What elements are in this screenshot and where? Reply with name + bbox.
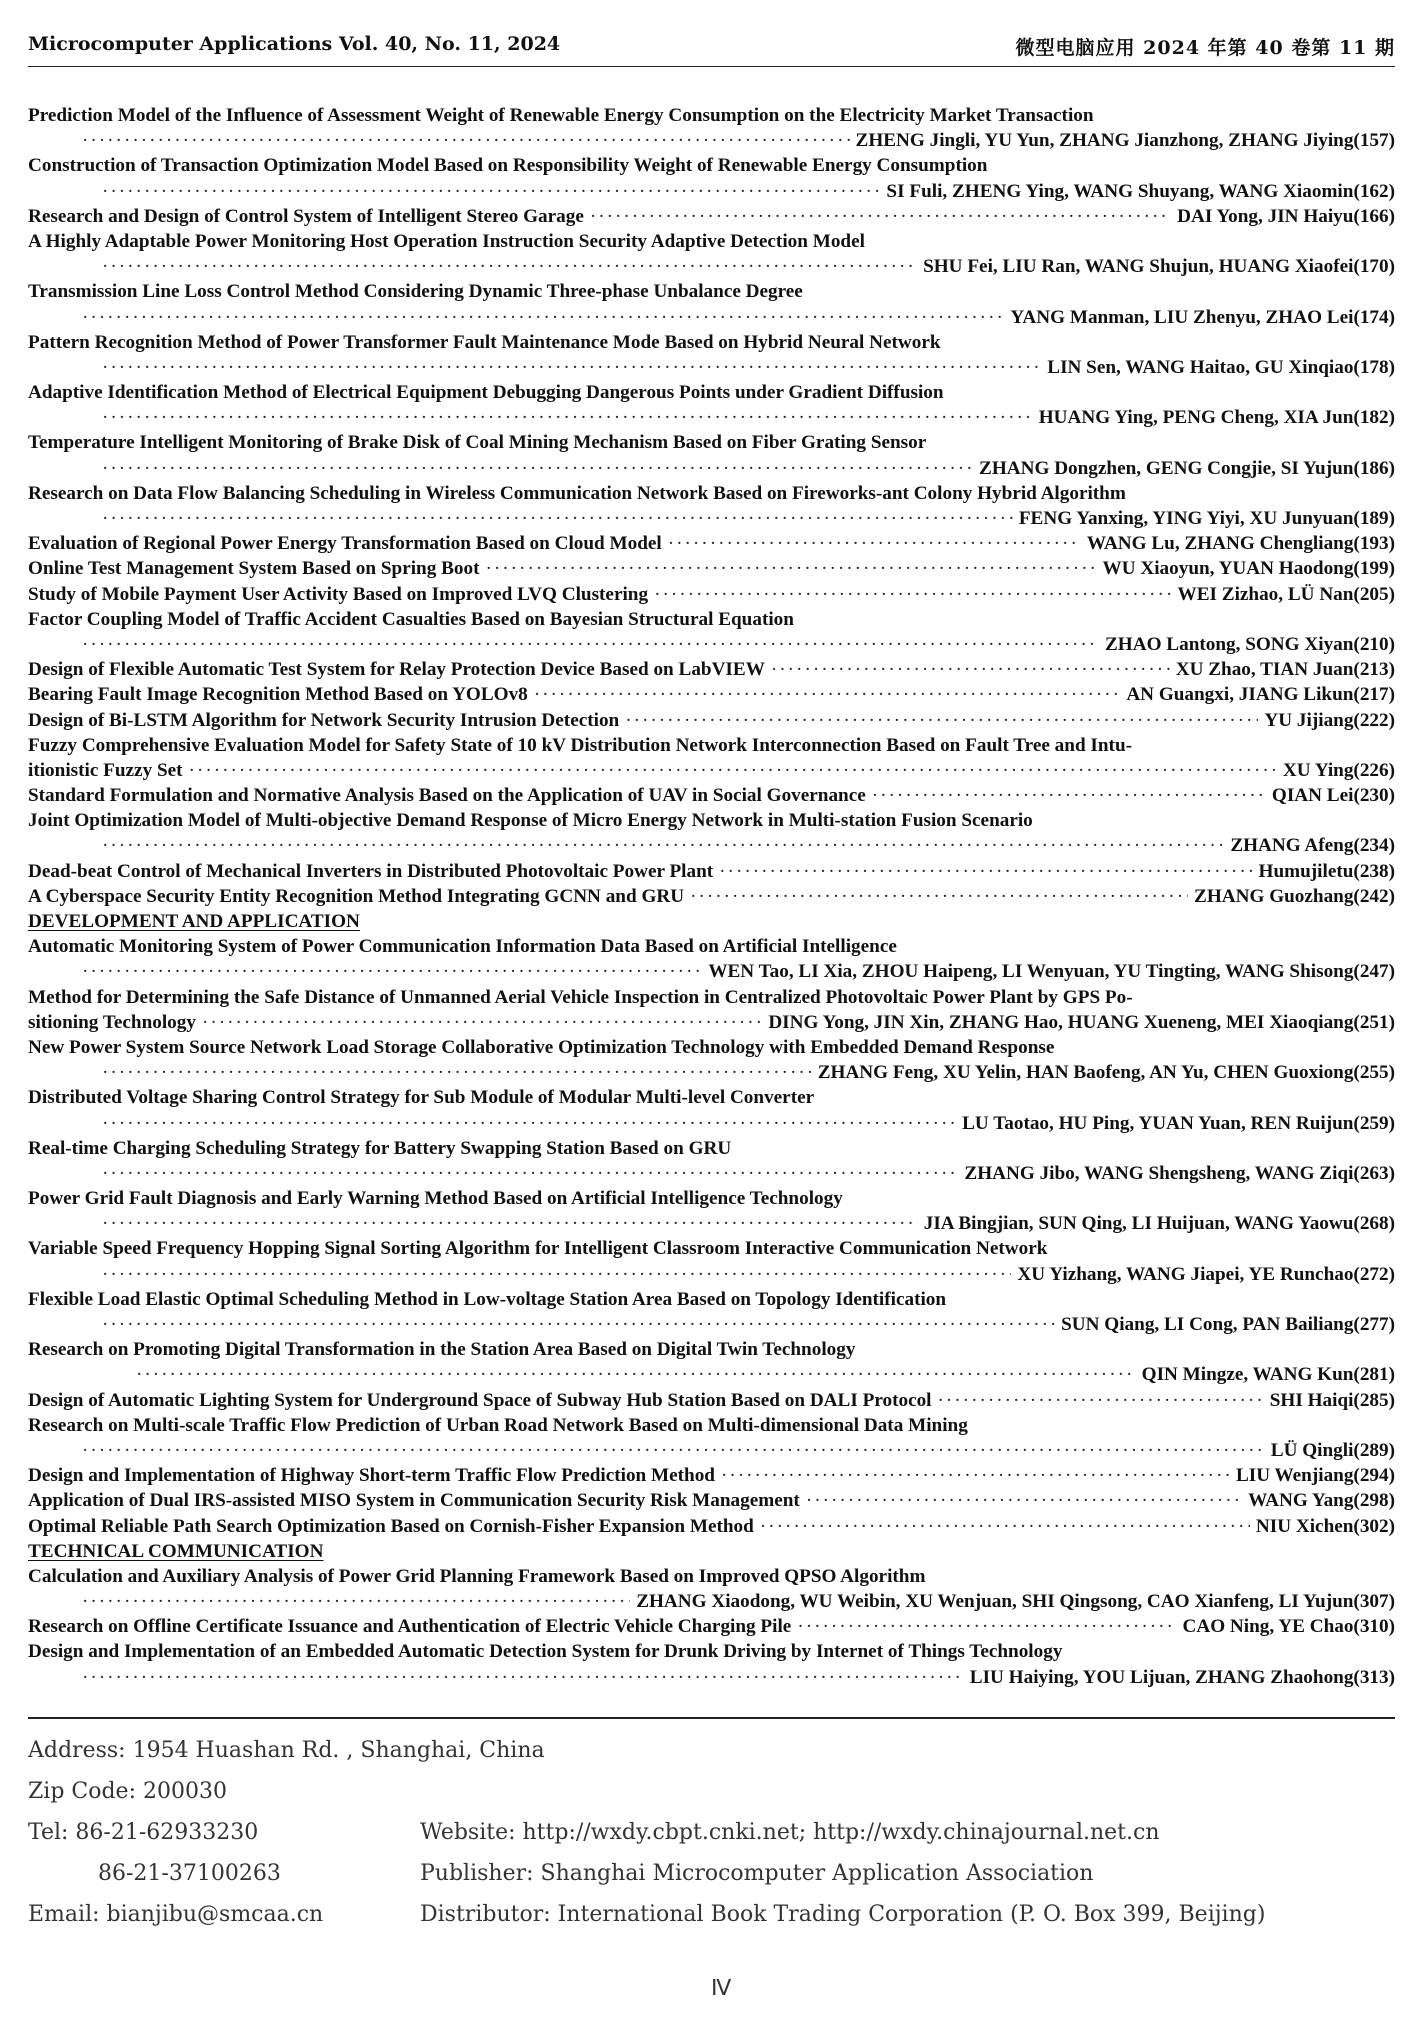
toc-entry-authors-row (28, 405, 1395, 430)
toc-entry (28, 1236, 1395, 1261)
toc-entry-authors-row (28, 632, 1395, 657)
entry-title-continued: sitioning Technology (28, 1011, 196, 1033)
entry-authors-page: YANG Manman, LIU Zhenyu, ZHAO Lei(174) (1010, 306, 1395, 328)
dot-leader (102, 179, 880, 204)
toc-entry-authors-row (28, 128, 1395, 153)
entry-title: Construction of Transaction Optimization Model Based on Responsibility Weight of Renewable Energy Consumption (28, 155, 988, 177)
entry-title: Research on Promoting Digital Transformation in the Station Area Based on Digital Twin Technology (28, 1339, 856, 1361)
dot-leader (82, 1438, 1265, 1463)
entry-title: Application of Dual IRS-assisted MISO System in Communication Security Risk Management (28, 1490, 800, 1512)
dot-leader (82, 128, 850, 153)
toc-entry (28, 1413, 1395, 1438)
dot-leader (102, 456, 973, 481)
contact-tel: Tel: 86-21-62933230 (28, 1820, 259, 1845)
entry-title: Study of Mobile Payment User Activity Based on Improved LVQ Clustering (28, 583, 649, 605)
toc-entry-authors-row (28, 254, 1395, 279)
toc-entry (28, 607, 1395, 632)
entry-title: Research on Multi-scale Traffic Flow Prediction of Urban Road Network Based on Multi-dimensional Data Mining (28, 1414, 968, 1436)
toc-entry (28, 582, 1395, 607)
dot-leader (202, 1010, 762, 1035)
dot-leader (82, 1665, 964, 1690)
toc-entry-continued (28, 758, 1395, 783)
toc-entry (28, 481, 1395, 506)
entry-title: New Power System Source Network Load Storage Collaborative Optimization Technology with Embedded Demand Response (28, 1036, 1055, 1058)
entry-title: Design of Flexible Automatic Test System for Relay Protection Device Based on LabVIEW (28, 659, 765, 681)
dot-leader (771, 657, 1170, 682)
dot-leader (102, 405, 1033, 430)
toc-entry-authors-row (28, 1262, 1395, 1287)
dot-leader (486, 556, 1097, 581)
toc-entry-authors-row (28, 305, 1395, 330)
dot-leader (82, 305, 1004, 330)
entry-title: Real-time Charging Scheduling Strategy for Battery Swapping Station Based on GRU (28, 1137, 732, 1159)
toc-entry (28, 279, 1395, 304)
footer-divider (28, 1717, 1395, 1719)
toc-entry (28, 733, 1395, 758)
toc-entry-authors-row (28, 1060, 1395, 1085)
toc-entry-continued (28, 1010, 1395, 1035)
toc-entry (28, 556, 1395, 581)
toc-entry (28, 708, 1395, 733)
entry-title: Optimal Reliable Path Search Optimization Based on Cornish-Fisher Expansion Method (28, 1515, 754, 1537)
contact-distributor: Distributor: International Book Trading Corporation (P. O. Box 399, Beijing) (420, 1902, 1266, 1927)
entry-authors-page: SHU Fei, LIU Ran, WANG Shujun, HUANG Xiaofei(170) (923, 256, 1395, 278)
entry-authors-page: WU Xiaoyun, YUAN Haodong(199) (1102, 558, 1395, 580)
toc-entry (28, 1388, 1395, 1413)
entry-title: Research on Data Flow Balancing Scheduling in Wireless Communication Network Based on Fireworks-ant Colony Hybrid Algorithm (28, 482, 1126, 504)
entry-title: Evaluation of Regional Power Energy Transformation Based on Cloud Model (28, 533, 662, 555)
entry-title: Research and Design of Control System of Intelligent Stereo Garage (28, 205, 584, 227)
toc-entry (28, 1639, 1395, 1664)
toc-entry (28, 657, 1395, 682)
entry-authors-page: WEI Zizhao, LÜ Nan(205) (1177, 583, 1395, 605)
section-heading: TECHNICAL COMMUNICATION (28, 1540, 324, 1562)
entry-authors-page: NIU Xichen(302) (1255, 1515, 1395, 1537)
entry-authors-page: Humujiletu(238) (1258, 860, 1395, 882)
entry-authors-page: QIN Mingze, WANG Kun(281) (1141, 1364, 1395, 1386)
entry-authors-page: ZHANG Feng, XU Yelin, HAN Baofeng, AN Yu, CHEN Guoxiong(255) (817, 1062, 1395, 1084)
toc-entry (28, 808, 1395, 833)
dot-leader (82, 1589, 630, 1614)
entry-title: Design of Bi-LSTM Algorithm for Network Security Intrusion Detection (28, 709, 620, 731)
entry-authors-page: ZHANG Jibo, WANG Shengsheng, WANG Ziqi(263) (964, 1162, 1395, 1184)
dot-leader (721, 1463, 1230, 1488)
toc-entry-authors-row (28, 1665, 1395, 1690)
dot-leader (668, 531, 1081, 556)
toc-entry (28, 985, 1395, 1010)
entry-title: Design of Automatic Lighting System for Underground Space of Subway Hub Station Based on DALI Protocol (28, 1389, 932, 1411)
toc-entry (28, 153, 1395, 178)
entry-title: Method for Determining the Safe Distance of Unmanned Aerial Vehicle Inspection in Centralized Photovoltaic Power Plant by GPS Po- (28, 986, 1133, 1008)
entry-authors-page: QIAN Lei(230) (1271, 785, 1395, 807)
entry-authors-page: FENG Yanxing, YING Yiyi, XU Junyuan(189) (1018, 508, 1395, 529)
entry-title: Pattern Recognition Method of Power Transformer Fault Maintenance Mode Based on Hybrid Neural Network (28, 331, 941, 353)
dot-leader (102, 833, 1224, 858)
dot-leader (82, 632, 1099, 657)
entry-title: Factor Coupling Model of Traffic Accident Casualties Based on Bayesian Structural Equation (28, 608, 794, 630)
entry-authors-page: ZHANG Dongzhen, GENG Congjie, SI Yujun(186) (979, 457, 1395, 479)
toc-entry (28, 531, 1395, 556)
entry-authors-page: LIN Sen, WANG Haitao, GU Xinqiao(178) (1047, 356, 1395, 378)
dot-leader (102, 1111, 956, 1136)
dot-leader (102, 355, 1041, 380)
dot-leader (690, 884, 1188, 909)
entry-authors-page: WANG Yang(298) (1248, 1490, 1395, 1512)
contact-zip: Zip Code: 200030 (28, 1779, 227, 1804)
entry-authors-page: JIA Bingjian, SUN Qing, LI Huijuan, WANG Yaowu(268) (923, 1213, 1395, 1235)
header-journal-title: Microcomputer Applications Vol. 40, No. 11, 2024 (28, 33, 561, 55)
dot-leader (102, 254, 917, 279)
entry-title: Joint Optimization Model of Multi-objective Demand Response of Micro Energy Network in Multi-station Fusion Scenario (28, 810, 1033, 832)
toc-entry (28, 1488, 1395, 1513)
contact-publisher: Publisher: Shanghai Microcomputer Application Association (420, 1861, 1094, 1886)
contact-address: Address: 1954 Huashan Rd. , Shanghai, China (28, 1738, 545, 1763)
toc-entry-authors-row (28, 1161, 1395, 1186)
dot-leader (189, 758, 1277, 783)
entry-title: Fuzzy Comprehensive Evaluation Model for Safety State of 10 kV Distribution Network Interconnection Based on Fault Tree and Intu- (28, 734, 1133, 756)
toc-entry (28, 783, 1395, 808)
toc-entry-authors-row (28, 456, 1395, 481)
toc-entry-authors-row (28, 506, 1395, 531)
entry-title: Power Grid Fault Diagnosis and Early Warning Method Based on Artificial Intelligence Technology (28, 1188, 843, 1210)
toc-entry-authors-row (28, 355, 1395, 380)
toc-entry-authors-row (28, 1211, 1395, 1236)
toc-entry (28, 682, 1395, 707)
entry-title: Online Test Management System Based on Spring Boot (28, 558, 480, 580)
entry-authors-page: HUANG Ying, PENG Cheng, XIA Jun(182) (1038, 407, 1395, 429)
journal-page (28, 0, 1395, 2029)
entry-title: Prediction Model of the Influence of Assessment Weight of Renewable Energy Consumption on the Electricity Market Transaction (28, 105, 1094, 126)
table-of-contents (28, 103, 1395, 1690)
entry-title: Variable Speed Frequency Hopping Signal Sorting Algorithm for Intelligent Classroom Interactive Communication Network (28, 1238, 1048, 1260)
toc-entry (28, 430, 1395, 455)
toc-entry (28, 1337, 1395, 1362)
entry-authors-page: AN Guangxi, JIANG Likun(217) (1126, 684, 1395, 706)
entry-title: Flexible Load Elastic Optimal Scheduling Method in Low-voltage Station Area Based on Topology Identification (28, 1288, 947, 1310)
dot-leader (797, 1614, 1176, 1639)
entry-authors-page: WANG Lu, ZHANG Chengliang(193) (1086, 533, 1395, 555)
entry-authors-page: ZHENG Jingli, YU Yun, ZHANG Jianzhong, ZHANG Jiying(157) (855, 130, 1395, 152)
entry-authors-page: LU Taotao, HU Ping, YUAN Yuan, REN Ruijun(259) (962, 1112, 1395, 1134)
dot-leader (719, 859, 1252, 884)
entry-authors-page: ZHANG Xiaodong, WU Weibin, XU Wenjuan, SHI Qingsong, CAO Xianfeng, LI Yujun(307) (636, 1591, 1395, 1613)
entry-authors-page: LIU Wenjiang(294) (1235, 1465, 1395, 1487)
toc-entry (28, 1614, 1395, 1639)
entry-title: Bearing Fault Image Recognition Method Based on YOLOv8 (28, 684, 528, 706)
toc-entry-authors-row (28, 1438, 1395, 1463)
toc-entry (28, 1035, 1395, 1060)
toc-entry (28, 1564, 1395, 1589)
dot-leader (760, 1514, 1250, 1539)
toc-entry (28, 1514, 1395, 1539)
toc-entry (28, 330, 1395, 355)
contact-email: Email: bianjibu@smcaa.cn (28, 1902, 324, 1927)
entry-title: Adaptive Identification Method of Electrical Equipment Debugging Dangerous Points under Gradient Diffusion (28, 382, 944, 404)
entry-title: Design and Implementation of an Embedded Automatic Detection System for Drunk Driving by Internet of Things Technology (28, 1641, 1063, 1663)
toc-entry (28, 1463, 1395, 1488)
toc-entry (28, 884, 1395, 909)
toc-entry (28, 204, 1395, 229)
entry-authors-page: ZHANG Afeng(234) (1230, 835, 1395, 857)
entry-authors-page: WEN Tao, LI Xia, ZHOU Haipeng, LI Wenyuan, YU Tingting, WANG Shisong(247) (708, 961, 1395, 983)
entry-authors-page: XU Yizhang, WANG Jiapei, YE Runchao(272) (1017, 1263, 1395, 1285)
entry-title-continued: itionistic Fuzzy Set (28, 759, 183, 781)
dot-leader (136, 1362, 1136, 1387)
section-heading-row (28, 1539, 1395, 1564)
entry-authors-page: YU Jijiang(222) (1264, 709, 1395, 731)
toc-entry (28, 859, 1395, 884)
entry-authors-page: LÜ Qingli(289) (1270, 1439, 1395, 1461)
entry-authors-page: DING Yong, JIN Xin, ZHANG Hao, HUANG Xueneng, MEI Xiaoqiang(251) (768, 1011, 1395, 1033)
dot-leader (806, 1488, 1242, 1513)
section-heading: DEVELOPMENT AND APPLICATION (28, 911, 360, 932)
dot-leader (102, 1161, 958, 1186)
entry-title: Temperature Intelligent Monitoring of Brake Disk of Coal Mining Mechanism Based on Fiber Grating Sensor (28, 432, 927, 454)
toc-entry-authors-row (28, 1111, 1395, 1136)
toc-entry-authors-row (28, 179, 1395, 204)
entry-title: A Highly Adaptable Power Monitoring Host Operation Instruction Security Adaptive Detection Model (28, 230, 865, 252)
entry-title: Calculation and Auxiliary Analysis of Power Grid Planning Framework Based on Improved QPSO Algorithm (28, 1565, 926, 1587)
section-heading-row (28, 909, 1395, 934)
entry-authors-page: SI Fuli, ZHENG Ying, WANG Shuyang, WANG Xiaomin(162) (886, 180, 1395, 202)
dot-leader (102, 1262, 1011, 1287)
entry-authors-page: CAO Ning, YE Chao(310) (1182, 1616, 1395, 1638)
toc-entry-authors-row (28, 833, 1395, 858)
entry-title: Distributed Voltage Sharing Control Strategy for Sub Module of Modular Multi-level Converter (28, 1087, 815, 1109)
dot-leader (102, 1060, 812, 1085)
dot-leader (102, 506, 1013, 531)
entry-authors-page: XU Zhao, TIAN Juan(213) (1175, 659, 1395, 681)
entry-authors-page: DAI Yong, JIN Haiyu(166) (1177, 205, 1395, 227)
dot-leader (82, 959, 702, 984)
toc-entry (28, 1136, 1395, 1161)
running-header (28, 30, 1395, 67)
entry-title: Design and Implementation of Highway Short-term Traffic Flow Prediction Method (28, 1465, 715, 1487)
contact-tel-alt: 86-21-37100263 (98, 1861, 281, 1886)
entry-authors-page: LIU Haiying, YOU Lijuan, ZHANG Zhaohong(313) (969, 1666, 1395, 1688)
contact-website: Website: http://wxdy.cbpt.cnki.net; http://wxdy.chinajournal.net.cn (420, 1820, 1160, 1845)
entry-title: Research on Offline Certificate Issuance and Authentication of Electric Vehicle Charging Pile (28, 1616, 792, 1638)
dot-leader (625, 708, 1258, 733)
toc-entry (28, 103, 1395, 128)
dot-leader (102, 1312, 1055, 1337)
entry-title: A Cyberspace Security Entity Recognition Method Integrating GCNN and GRU (28, 885, 685, 907)
toc-entry (28, 934, 1395, 959)
dot-leader (590, 204, 1171, 229)
dot-leader (872, 783, 1266, 808)
entry-authors-page: ZHAO Lantong, SONG Xiyan(210) (1105, 633, 1395, 655)
entry-authors-page: XU Ying(226) (1282, 759, 1395, 781)
entry-title: Transmission Line Loss Control Method Considering Dynamic Three-phase Unbalance Degree (28, 281, 803, 303)
toc-entry (28, 1287, 1395, 1312)
entry-authors-page: SUN Qiang, LI Cong, PAN Bailiang(277) (1061, 1314, 1395, 1335)
toc-entry (28, 380, 1395, 405)
entry-title: Dead-beat Control of Mechanical Inverters in Distributed Photovoltaic Power Plant (28, 860, 714, 882)
entry-authors-page: SHI Haiqi(285) (1269, 1389, 1395, 1411)
toc-entry (28, 1085, 1395, 1110)
header-chinese-title: 微型电脑应用 2024 年第 40 卷第 11 期 (1015, 37, 1395, 59)
entry-authors-page: ZHANG Guozhang(242) (1194, 885, 1395, 907)
dot-leader (534, 682, 1121, 707)
toc-entry (28, 1186, 1395, 1211)
toc-entry (28, 229, 1395, 254)
dot-leader (938, 1388, 1264, 1413)
entry-title: Automatic Monitoring System of Power Communication Information Data Based on Artificial Intelligence (28, 936, 897, 958)
page-number: Ⅳ (711, 1975, 732, 2000)
toc-entry-authors-row (28, 959, 1395, 984)
dot-leader (102, 1211, 918, 1236)
entry-title: Standard Formulation and Normative Analysis Based on the Application of UAV in Social Governance (28, 785, 866, 807)
dot-leader (654, 582, 1171, 607)
toc-entry-authors-row (28, 1362, 1395, 1387)
toc-entry-authors-row (28, 1312, 1395, 1337)
toc-entry-authors-row (28, 1589, 1395, 1614)
